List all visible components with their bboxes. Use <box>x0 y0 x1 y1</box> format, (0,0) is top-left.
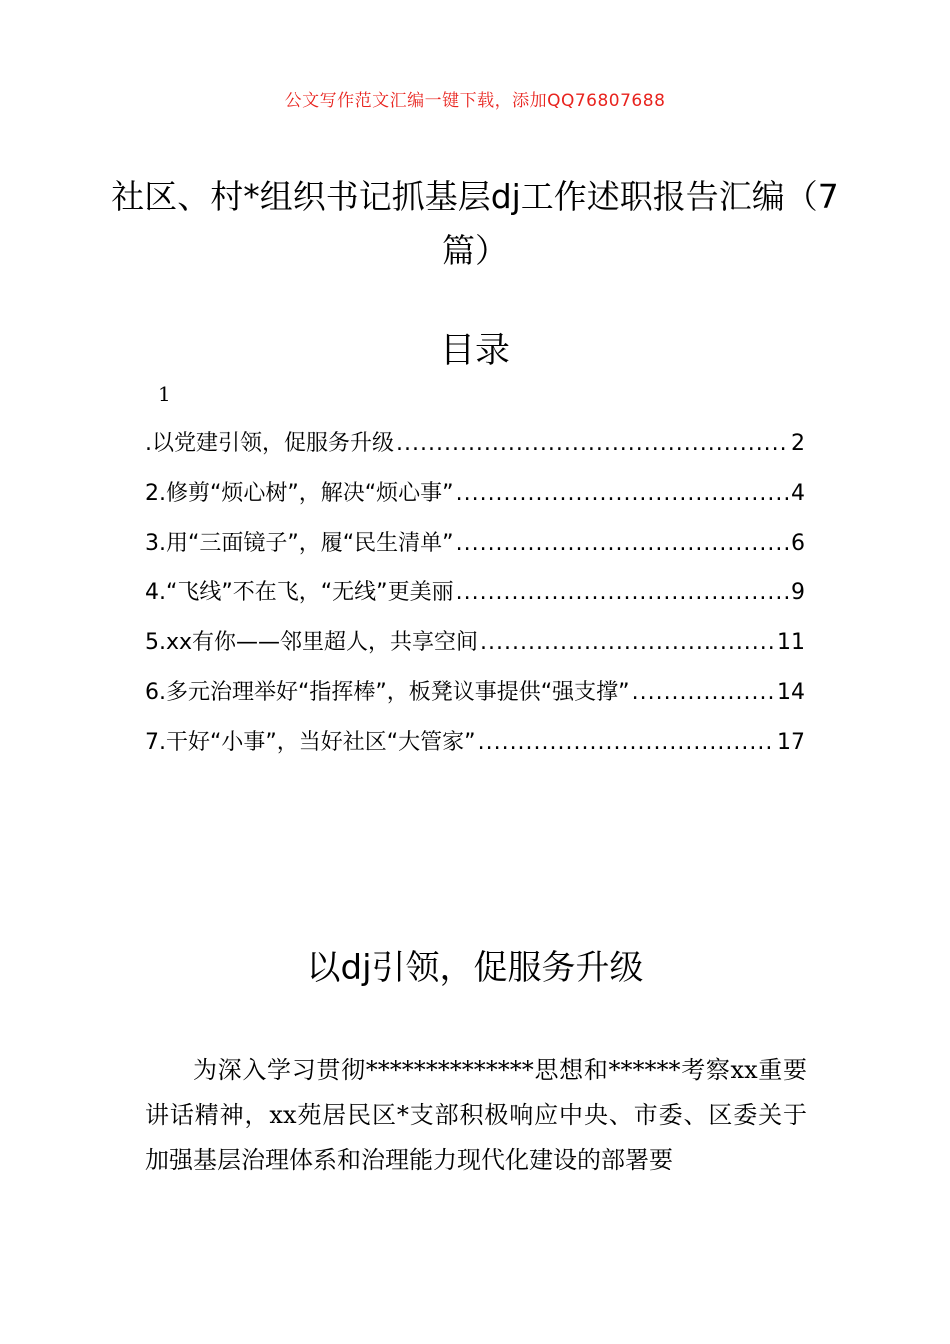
toc-item-5[interactable] <box>145 623 805 673</box>
toc-item-6[interactable] <box>145 673 805 723</box>
toc-item-page: 2 <box>791 431 805 456</box>
toc-item-3[interactable] <box>145 524 805 574</box>
toc-item-4[interactable] <box>145 573 805 623</box>
toc-leader-dots <box>456 524 789 564</box>
download-banner[interactable]: 公文写作范文汇编一键下载，添加QQ76807688 <box>284 91 666 111</box>
toc-leader-dots <box>456 573 789 613</box>
toc-item-2[interactable] <box>145 474 805 524</box>
body-paragraph: 为深入学习贯彻**************思想和******考察xx重要讲话精神，xx苑居民区*支部积极响应中央、市委、区委关于加强基层治理体系和治理能力现代化建设的部署要 <box>145 1056 807 1174</box>
toc-leader-dots <box>632 673 775 713</box>
table-of-contents <box>145 424 805 773</box>
toc-leader-dots <box>396 424 789 464</box>
toc-item-text: 4.“飞线”不在飞，“无线”更美丽 <box>145 580 454 606</box>
toc-item-text: 6.多元治理举好“指挥棒”，板凳议事提供“强支撑” <box>145 679 630 705</box>
toc-item-7[interactable] <box>145 723 805 773</box>
toc-item-page: 14 <box>777 679 805 705</box>
toc-first-number: 1 <box>158 382 171 406</box>
toc-heading: 目录 <box>439 331 510 371</box>
toc-item-page: 17 <box>777 729 805 755</box>
toc-item-page: 4 <box>791 480 805 506</box>
toc-item-1[interactable] <box>145 424 805 474</box>
toc-item-text: 3.用“三面镜子”，履“民生清单” <box>145 530 454 556</box>
toc-item-page: 6 <box>791 530 805 556</box>
section-title: 以dj引领，促服务升级 <box>306 948 644 988</box>
toc-leader-dots <box>478 723 775 763</box>
toc-item-text: .以党建引领，促服务升级 <box>145 431 394 456</box>
toc-item-page: 11 <box>777 630 805 656</box>
toc-item-page: 9 <box>791 580 805 606</box>
toc-leader-dots <box>480 623 775 663</box>
toc-item-text: 5.xx有你——邻里超人，共享空间 <box>145 630 479 656</box>
document-title: 社区、村*组织书记抓基层dj工作述职报告汇编（7篇） <box>111 177 839 270</box>
toc-item-text: 7.干好“小事”，当好社区“大管家” <box>145 729 476 755</box>
toc-leader-dots <box>456 474 789 514</box>
toc-item-text: 2.修剪“烦心树”，解决“烦心事” <box>145 480 454 506</box>
